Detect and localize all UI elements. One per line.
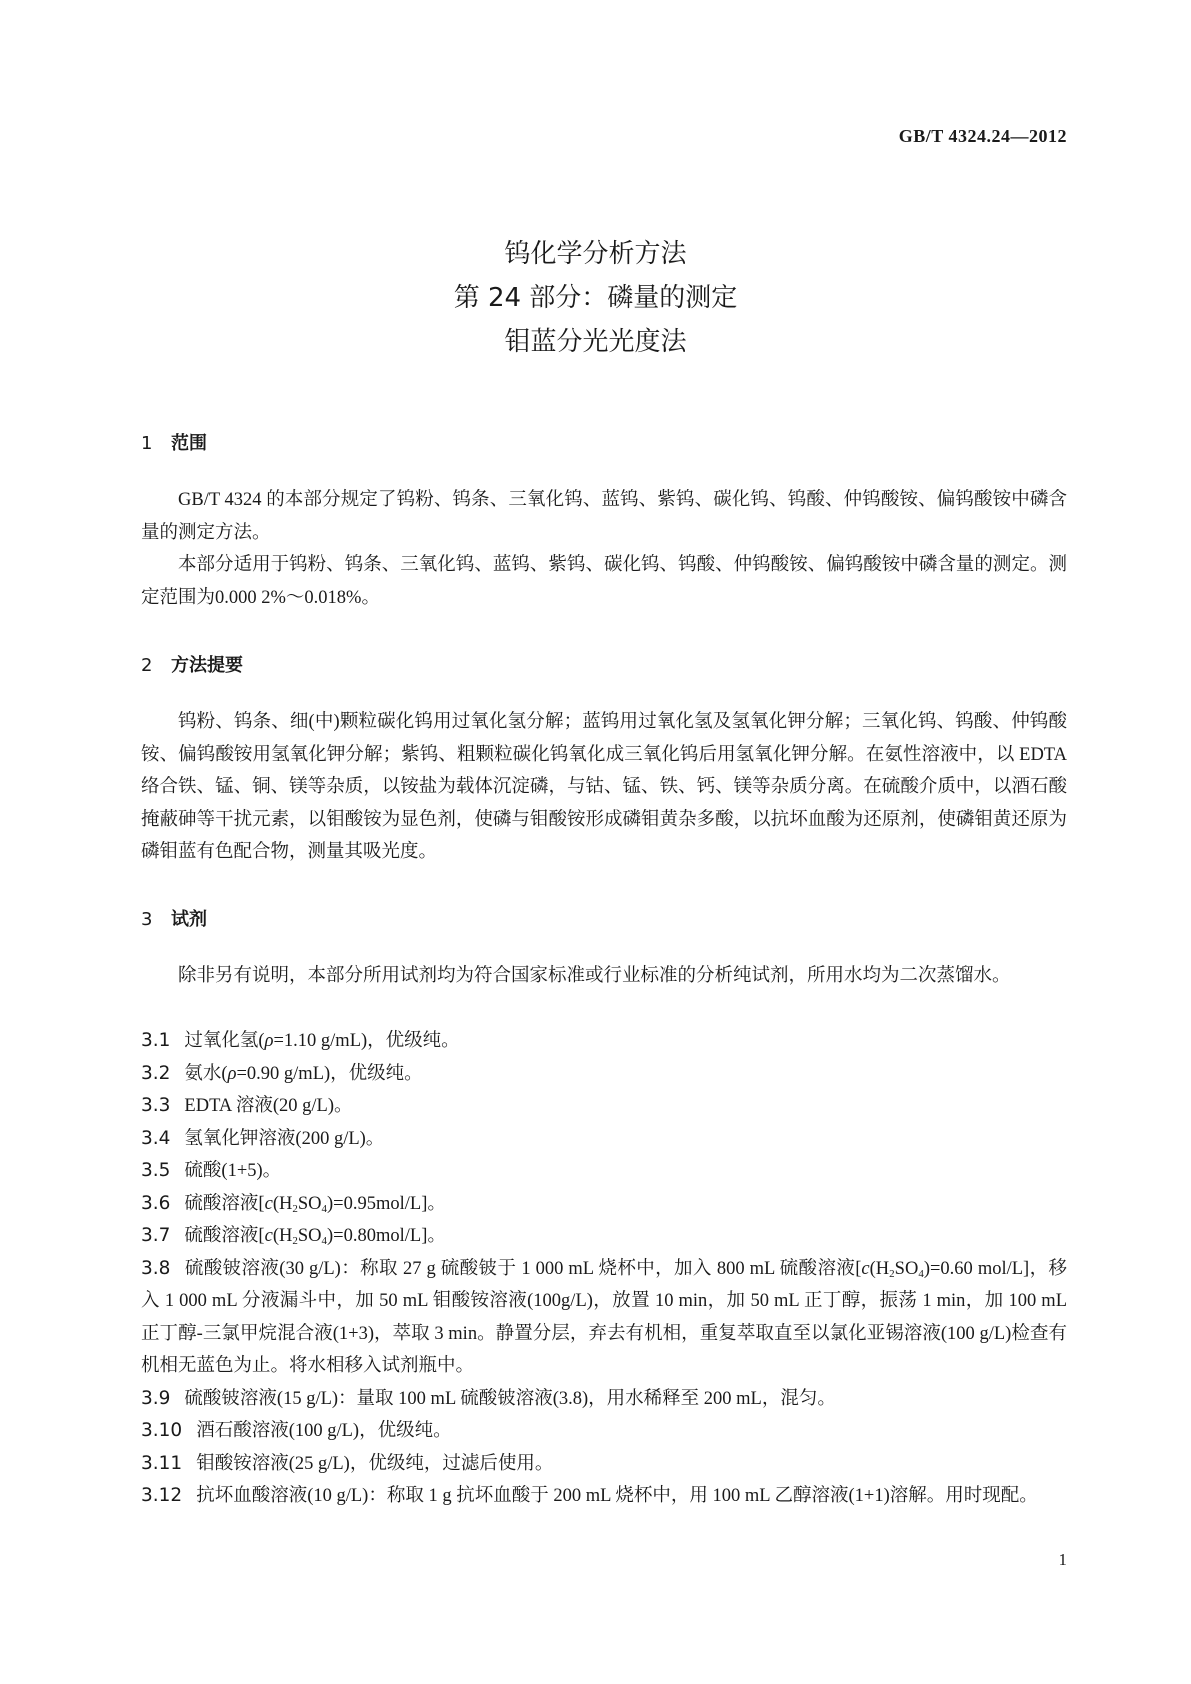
section-heading-scope	[141, 429, 207, 455]
reagent-text: (H	[272, 1193, 293, 1214]
symbol: ρ	[227, 1063, 237, 1084]
reagent-text: )=0.80mol/L]。	[327, 1226, 446, 1246]
reagent-list	[141, 1025, 1067, 1513]
reagent-item	[141, 1025, 1067, 1058]
reagent-number: 3.3	[141, 1095, 171, 1116]
paragraph: GB/T 4324 的本部分规定了钨粉、钨条、三氧化钨、蓝钨、紫钨、碳化钨、钨酸、仲钨酸铵、偏钨酸铵中磷含量的测定方法。	[141, 490, 1067, 543]
reagent-number: 3.6	[141, 1192, 171, 1214]
document-title	[0, 232, 1191, 364]
section-number: 3	[141, 909, 153, 930]
reagent-text: EDTA 溶液(20 g/L)。	[184, 1096, 353, 1116]
symbol: c	[264, 1193, 273, 1214]
reagent-text: 酒石酸溶液(100 g/L)，优级纯。	[196, 1421, 452, 1441]
subscript: 4	[321, 1235, 327, 1247]
reagent-item	[141, 1480, 1067, 1513]
subscript: 2	[292, 1235, 298, 1247]
section-heading-reagents	[141, 905, 207, 931]
symbol: ρ	[264, 1031, 274, 1051]
reagent-number: 3.8	[141, 1257, 171, 1279]
reagent-text: SO	[894, 1258, 919, 1279]
reagent-number: 3.9	[141, 1387, 171, 1409]
reagent-text: SO	[297, 1226, 322, 1246]
section-number: 2	[141, 655, 153, 676]
reagent-text: (H	[272, 1226, 293, 1246]
reagent-text: 硫酸铍溶液(30 g/L)：称取 27 g 硫酸铍于 1 000 mL 烧杯中，加入 800 mL 硫酸溶液[	[184, 1258, 862, 1279]
reagent-item	[141, 1383, 1067, 1416]
reagent-text: =0.90 g/mL)，优级纯。	[236, 1063, 423, 1084]
reagent-item	[141, 1253, 1067, 1383]
reagent-text: 过氧化氢(	[184, 1031, 265, 1051]
reagent-text: 钼酸铵溶液(25 g/L)，优级纯，过滤后使用。	[196, 1453, 554, 1474]
reagent-text: 氢氧化钾溶液(200 g/L)。	[184, 1128, 385, 1149]
reagent-item	[141, 1123, 1067, 1156]
paragraph: 本部分适用于钨粉、钨条、三氧化钨、蓝钨、紫钨、碳化钨、钨酸、仲钨酸铵、偏钨酸铵中磷含量的测定。测定范围为0.000 2%～0.018%。	[141, 555, 1067, 608]
section-title: 试剂	[171, 909, 207, 930]
subscript: 2	[292, 1202, 298, 1215]
reagent-text: 硫酸铍溶液(15 g/L)：量取 100 mL 硫酸铍溶液(3.8)，用水稀释至 200 mL，混匀。	[184, 1388, 836, 1409]
reagent-number: 3.1	[141, 1030, 171, 1051]
reagent-text: (H	[869, 1258, 890, 1279]
subscript: 2	[889, 1267, 895, 1280]
reagent-number: 3.2	[141, 1062, 171, 1084]
section-title: 范围	[171, 433, 207, 454]
reagent-number: 3.10	[141, 1420, 183, 1441]
title-line-3: 钼蓝分光光度法	[504, 327, 687, 357]
section-number: 1	[141, 433, 153, 454]
reagent-number: 3.12	[141, 1485, 183, 1506]
paragraph: 除非另有说明，本部分所用试剂均为符合国家标准或行业标准的分析纯试剂，所用水均为二次蒸馏水。	[178, 966, 1011, 986]
reagent-number: 3.5	[141, 1160, 171, 1181]
reagent-text: =1.10 g/mL)，优级纯。	[273, 1031, 460, 1051]
reagent-item	[141, 1448, 1067, 1481]
reagent-item	[141, 1058, 1067, 1091]
reagent-text: )=0.95mol/L]。	[327, 1193, 446, 1214]
page-number: 1	[1058, 1550, 1067, 1569]
section-reagents-intro	[141, 960, 1067, 993]
reagent-number: 3.4	[141, 1127, 171, 1149]
reagent-text: 硫酸(1+5)。	[184, 1161, 282, 1181]
reagent-text: )=0.60 mol/L]，移入 1 000 mL 分液漏斗中，加 50 mL 钼酸铵溶液(100g/L)，放置 10 min，加 50 mL 正丁醇，振荡 1 min，加 100 mL 正丁醇-三氯甲烷混合液(1+3)，萃取 3 min。静置分层，弃去有机相，重复萃取直至以氯化亚锡溶液(100 g/L)检查有机相无蓝色为止。将水相移入试剂瓶中。	[141, 1258, 1067, 1376]
subscript: 4	[918, 1267, 924, 1280]
reagent-item	[141, 1220, 1067, 1253]
paragraph: 钨粉、钨条、细(中)颗粒碳化钨用过氧化氢分解；蓝钨用过氧化氢及氢氧化钾分解；三氧化钨、钨酸、仲钨酸铵、偏钨酸铵用氢氧化钾分解；紫钨、粗颗粒碳化钨氧化成三氧化钨后用氢氧化钾分解。在氨性溶液中，以 EDTA 络合铁、锰、铜、镁等杂质，以铵盐为载体沉淀磷，与钴、锰、铁、钙、镁等杂质分离。在硫酸介质中，以酒石酸掩蔽砷等干扰元素，以钼酸铵为显色剂，使磷与钼酸铵形成磷钼黄杂多酸，以抗坏血酸为还原剂，使磷钼黄还原为磷钼蓝有色配合物，测量其吸光度。	[141, 712, 1067, 862]
reagent-item	[141, 1090, 1067, 1123]
symbol: c	[264, 1226, 273, 1246]
reagent-text: SO	[297, 1193, 322, 1214]
reagent-text: 氨水(	[184, 1063, 228, 1084]
reagent-item	[141, 1188, 1067, 1221]
symbol: c	[861, 1258, 870, 1279]
reagent-text: 硫酸溶液[	[184, 1226, 265, 1246]
section-scope-body	[141, 484, 1067, 614]
section-title: 方法提要	[171, 655, 243, 676]
reagent-text: 硫酸溶液[	[184, 1193, 265, 1214]
title-line-2: 第 24 部分：磷量的测定	[453, 283, 738, 313]
reagent-item	[141, 1415, 1067, 1448]
reagent-item	[141, 1155, 1067, 1188]
reagent-text: 抗坏血酸溶液(10 g/L)：称取 1 g 抗坏血酸于 200 mL 烧杯中，用 100 mL 乙醇溶液(1+1)溶解。用时现配。	[196, 1486, 1038, 1506]
section-heading-principle	[141, 651, 243, 677]
subscript: 4	[321, 1202, 327, 1215]
section-principle-body	[141, 706, 1067, 869]
reagent-number: 3.7	[141, 1225, 171, 1246]
standard-number: GB/T 4324.24—2012	[898, 126, 1067, 146]
title-line-1: 钨化学分析方法	[504, 239, 687, 269]
reagent-number: 3.11	[141, 1452, 183, 1474]
